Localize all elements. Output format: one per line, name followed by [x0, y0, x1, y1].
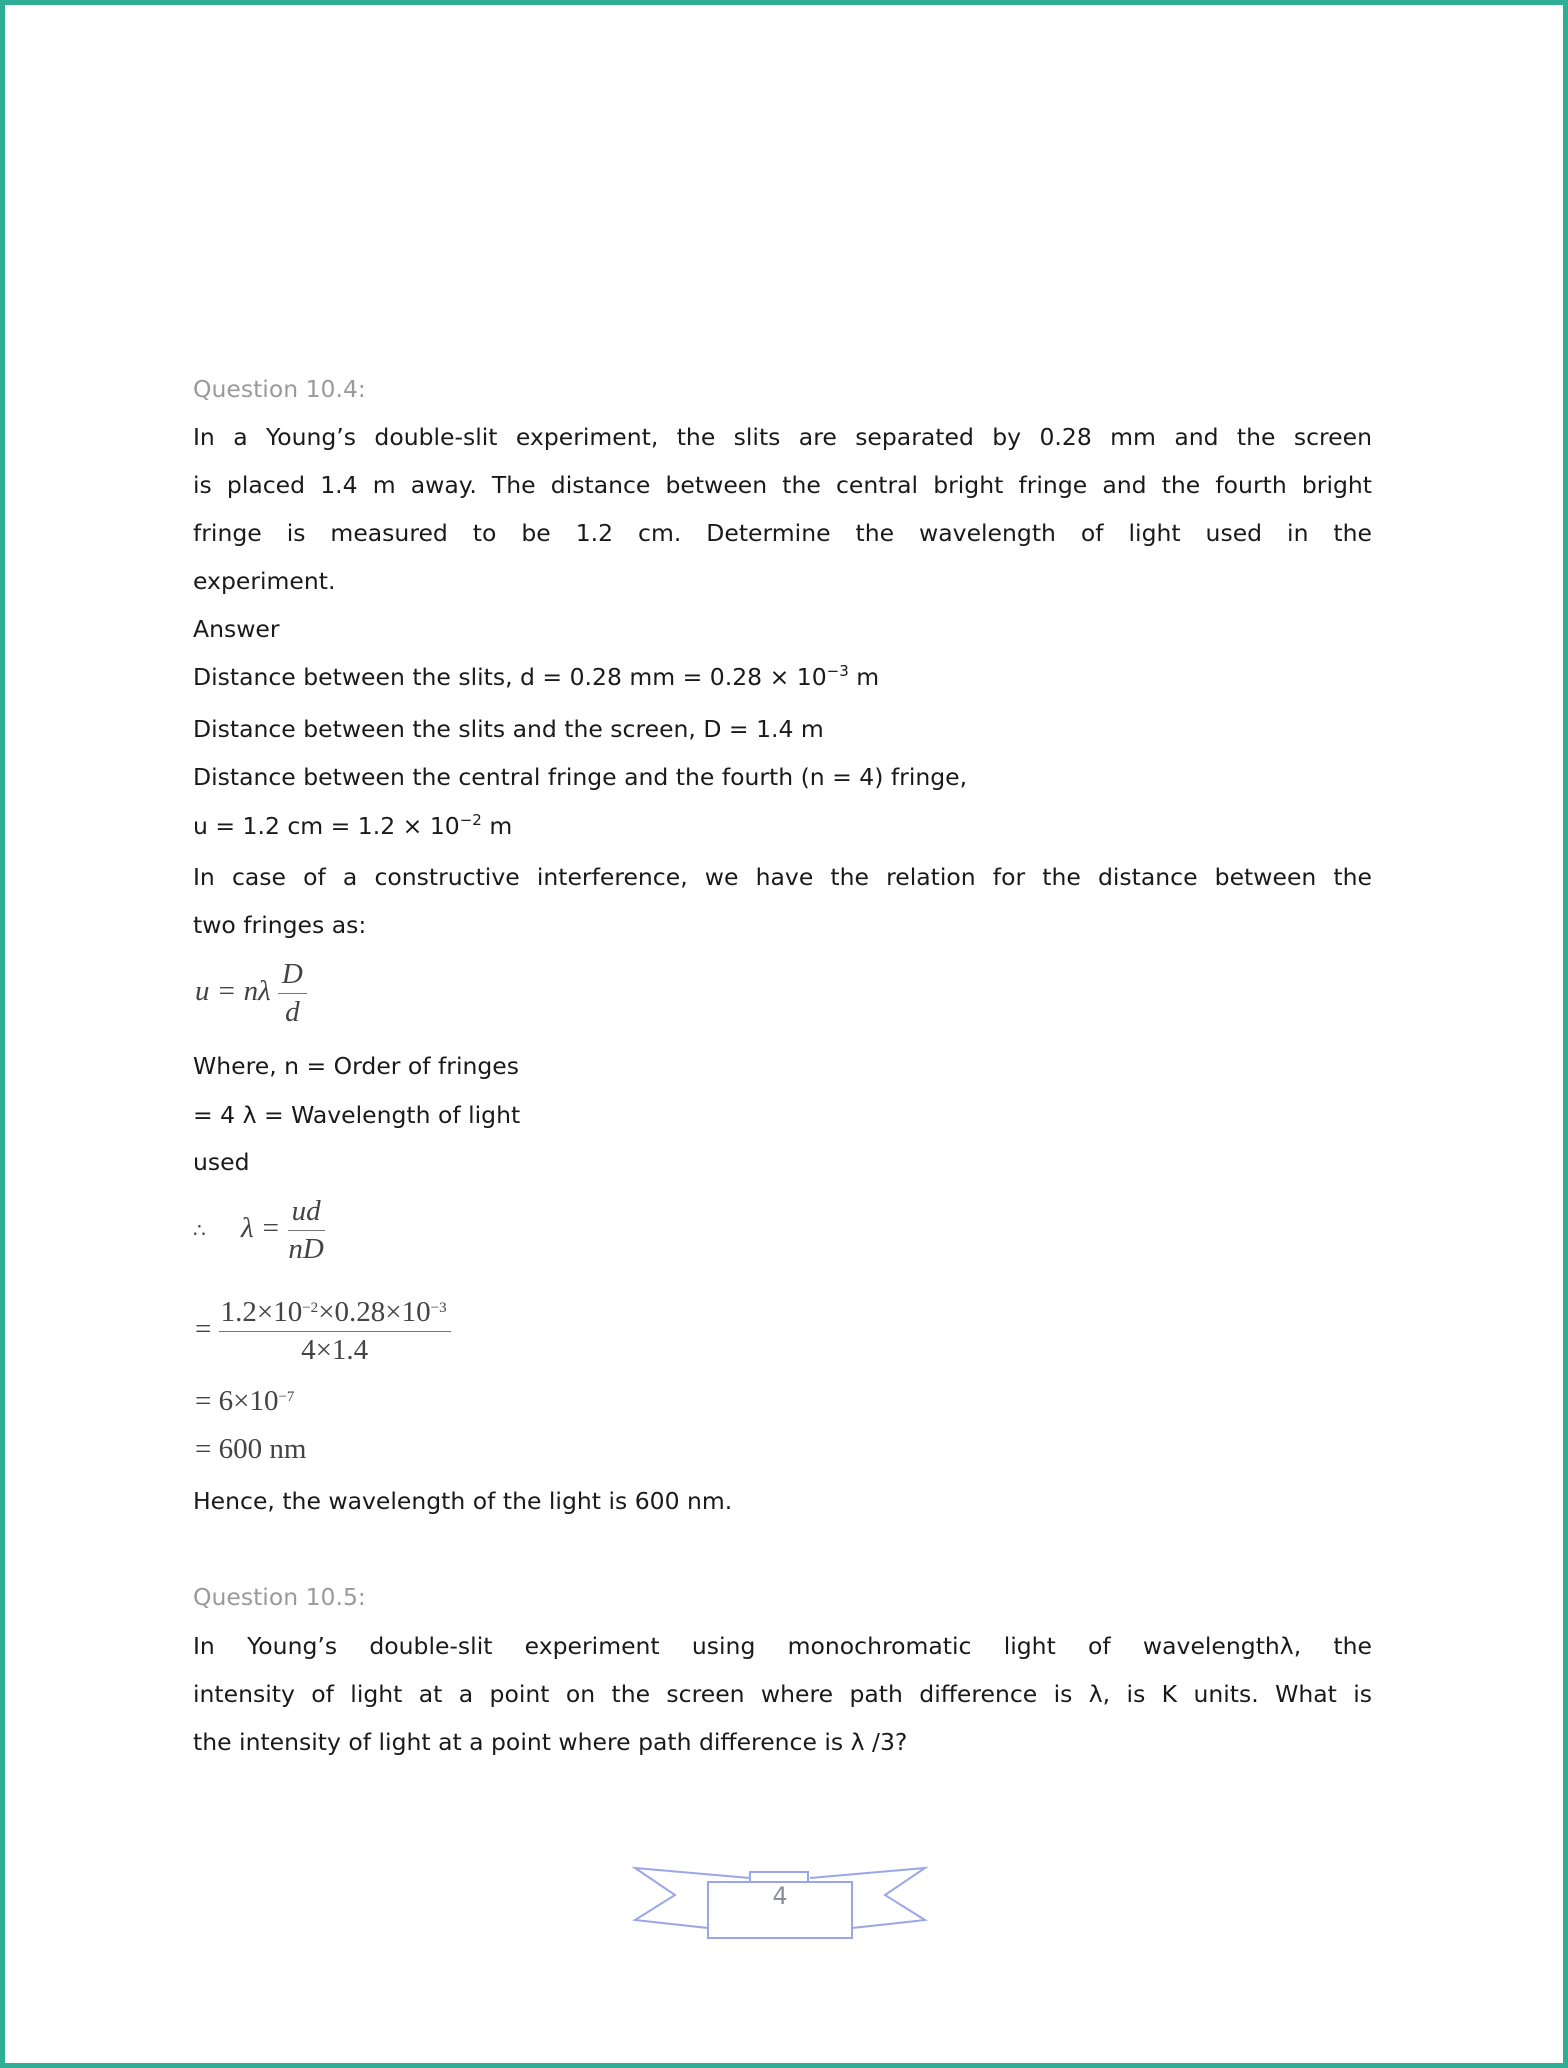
question-text-line: In Young’s double-slit experiment using monochromatic light of wavelengthλ, the [193, 1632, 1372, 1660]
given-u-value: u = 1.2 cm = $1.2 \times 10^{-2}$ m [193, 811, 513, 840]
formula-result-nm: = 600 nm [195, 1433, 307, 1465]
question-10-4-label: Question 10.4: [193, 375, 366, 403]
given-slit-distance: Distance between the slits, d = 0.28 mm = $0.28 \times 10^{-3}$ m [193, 662, 880, 691]
formula-u: u = nλ $\frac{D}{d}$ [195, 958, 307, 1029]
question-text-line: is placed 1.4 m away. The distance between the central bright fringe and the fourth bright [193, 471, 1372, 499]
formula-substitution: = $\frac{1.2\times 10^{-2}\times 0.28\times 10^{-3}}{4\times 1.4}$ [195, 1296, 451, 1367]
formula-lambda: ∴ λ = $\frac{ud}{nD}$ [193, 1195, 324, 1265]
given-screen-distance: Distance between the slits and the screen, D = 1.4 m [193, 715, 824, 743]
question-text-line: In a Young’s double-slit experiment, the slits are separated by 0.28 mm and the screen [193, 423, 1372, 451]
where-line: = 4 λ = Wavelength of light [193, 1101, 521, 1129]
question-text-line: fringe is measured to be 1.2 cm. Determine the wavelength of light used in the [193, 519, 1372, 547]
question-text-line: the intensity of light at a point where path difference is λ /3? [193, 1728, 908, 1756]
given-fringe-distance: Distance between the central fringe and the fourth (n = 4) fringe, [193, 763, 968, 791]
answer-label: Answer [193, 615, 280, 643]
question-10-5-label: Question 10.5: [193, 1583, 366, 1611]
where-line: used [193, 1148, 250, 1176]
question-text-line: experiment. [193, 567, 336, 595]
question-text-line: intensity of light at a point on the screen where path difference is λ, is K units. What is [193, 1680, 1372, 1708]
relation-text-line: In case of a constructive interference, we have the relation for the distance between the [193, 863, 1372, 891]
relation-text-line: two fringes as: [193, 911, 367, 939]
page-number-badge [630, 1860, 930, 1945]
conclusion: Hence, the wavelength of the light is 600 nm. [193, 1487, 733, 1515]
formula-result: = $6\times 10^{-7}$ [195, 1385, 295, 1417]
page-number: 4 [772, 1882, 788, 1910]
where-line: Where, n = Order of fringes [193, 1052, 520, 1080]
